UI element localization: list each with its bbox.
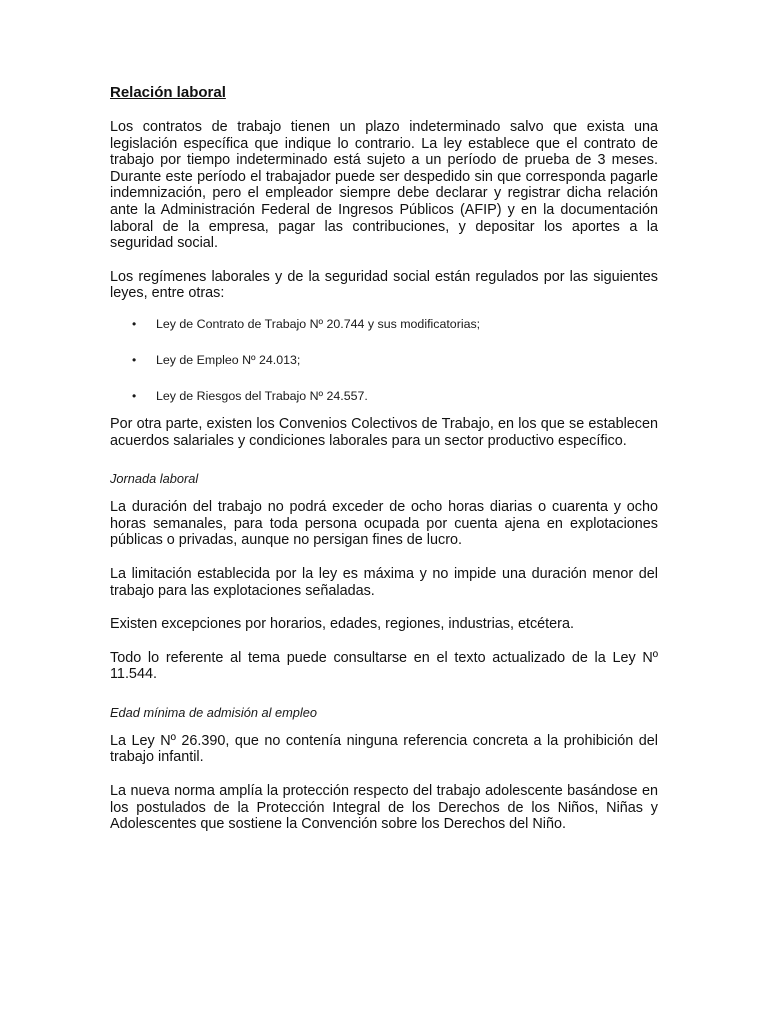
list-item [110, 352, 658, 368]
law-text: Ley de Empleo Nº 24.013; [156, 352, 301, 367]
bullet-icon: • [132, 316, 137, 331]
bullet-icon: • [132, 388, 137, 403]
paragraph-edad-ley: La Ley Nº 26.390, que no contenía ninguna referencia concreta a la prohibición del trabajo infantil. [110, 732, 658, 766]
bullet-icon: • [132, 352, 137, 367]
list-item [110, 388, 658, 404]
paragraph-jornada-limitacion: La limitación establecida por la ley es máxima y no impide una duración menor del trabajo para las explotaciones señaladas. [110, 565, 658, 599]
paragraph-convenios: Por otra parte, existen los Convenios Colectivos de Trabajo, en los que se establecen acuerdos salariales y condiciones laborales para un sector productivo específico. [110, 415, 658, 449]
paragraph-jornada-duracion: La duración del trabajo no podrá exceder de ocho horas diarias o cuarenta y ocho horas semanales, para toda persona ocupada por cuenta ajena en explotaciones públicas o privadas, aunque no persigan fines de lucro. [110, 499, 658, 549]
document-page [110, 84, 658, 850]
paragraph-regimenes: Los regímenes laborales y de la seguridad social están regulados por las siguientes leyes, entre otras: [110, 268, 658, 302]
law-text: Ley de Contrato de Trabajo Nº 20.744 y sus modificatorias; [156, 316, 481, 331]
paragraph-jornada-excepciones: Existen excepciones por horarios, edades, regiones, industrias, etcétera. [110, 616, 574, 633]
section-heading-edad: Edad mínima de admisión al empleo [110, 704, 317, 720]
paragraph-jornada-ley: Todo lo referente al tema puede consultarse en el texto actualizado de la Ley Nº 11.544. [110, 649, 658, 683]
paragraph-contratos: Los contratos de trabajo tienen un plazo indeterminado salvo que exista una legislación específica que indique lo contrario. La ley establece que el contrato de trabajo por tiempo indeterminado está sujeto a un período de prueba de 3 meses. Durante este período el trabajador puede ser despedido sin que corresponda pagarle indemnización, pero el empleador siempre debe declarar y registrar dicha relación ante la Administración Federal de Ingresos Públicos (AFIP) y en la documentación laboral de la empresa, pagar las contribuciones, y depositar los aportes a la seguridad social. [110, 119, 658, 252]
document-title: Relación laboral [110, 84, 226, 101]
paragraph-edad-norma: La nueva norma amplía la protección respecto del trabajo adolescente basándose en los postulados de la Protección Integral de los Derechos de los Niños, Niñas y Adolescentes que sostiene la Convención sobre los Derechos del Niño. [110, 783, 658, 833]
law-text: Ley de Riesgos del Trabajo Nº 24.557. [156, 388, 368, 403]
list-item [110, 316, 658, 332]
laws-list [110, 316, 658, 404]
section-heading-jornada: Jornada laboral [110, 471, 199, 487]
